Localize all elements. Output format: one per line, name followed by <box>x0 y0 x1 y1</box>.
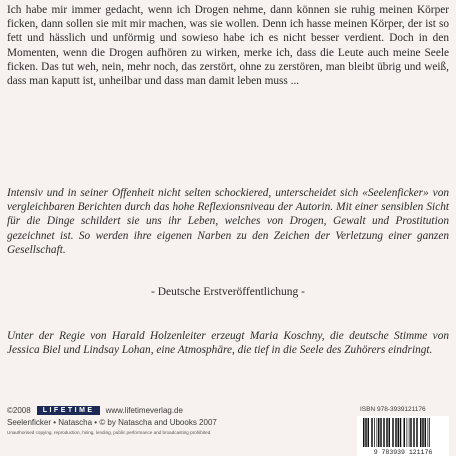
barcode-bar <box>378 418 380 447</box>
barcode-bar <box>407 418 408 447</box>
barcode-bar <box>422 418 424 447</box>
lifetime-logo: LIFETIME <box>37 406 100 415</box>
barcode-bar <box>368 418 370 447</box>
barcode-digits: 9 783939 121176 <box>373 449 433 456</box>
credits-paragraph: Unter der Regie von Harald Holzenleiter erzeugt Maria Koschny, die deutsche Stimme von Jessica Biel und Lindsay Lohan, eine Atmosphäre, die tief in die Seele des Zuhörers eindringt. <box>7 330 449 357</box>
barcode-bar <box>429 418 430 447</box>
barcode-bar <box>400 418 402 447</box>
barcode-bar <box>363 418 365 447</box>
barcode-bar <box>371 418 373 447</box>
barcode-bar <box>365 418 367 447</box>
barcode-bar <box>389 418 391 447</box>
barcode-bar <box>410 418 412 447</box>
barcode-bar <box>386 418 388 447</box>
barcode-bar <box>416 418 418 447</box>
description-paragraph: Intensiv und in seiner Offenheit nicht selten schockiered, unterscheidet sich «Seelenficker» von vergleichbaren Berichten durch das hohe Reflexionsniveau der Autorin. Mit einer sensiblen Sicht für die Dinge schildert sie uns ihr Leben, welches von Drogen, Gewalt und Prostitution gezeichnet ist. So werden ihre eigenen Narben zu den Zeichen der Verletzung einer ganzen Gesellschaft. <box>7 187 449 256</box>
barcode-bar <box>404 418 406 447</box>
footer-publisher-row <box>7 405 183 416</box>
isbn-number: ISBN 978-3939121176 <box>360 406 426 413</box>
footer-legal-notice: Unauthorised copying, reproduction, hiring, lending, public performance and broadcasting prohibited. <box>7 430 212 435</box>
barcode-bar <box>395 418 397 447</box>
barcode-bar <box>380 418 382 447</box>
subtitle-line: - Deutsche Erstveröffentlichung - <box>150 286 306 298</box>
copyright-year: ©2008 <box>7 406 31 415</box>
barcode-bar <box>425 418 427 447</box>
barcode-bar <box>420 418 422 447</box>
quote-paragraph: Ich habe mir immer gedacht, wenn ich Drogen nehme, dann können sie ruhig meinen Körper ficken, dann sollen sie mit mir machen, was sie wollen. Denn ich hasse meinen Körper, der ist so fett und hässlich und unförmig und sowieso habe ich es nicht besser verdient. Doch in den Momenten, wenn die Drogen aufhören zu wirken, merke ich, dass die Leute auch meine Seele ficken. Das tut weh, nein, mehr noch, das zerstört, ohne zu zerstören, man bleibt übrig und weiß, dass man kaputt ist, unheilbar und dass man damit leben muss ... <box>7 4 449 88</box>
barcode-bar <box>383 418 385 447</box>
barcode-bar <box>398 418 400 447</box>
barcode-bar <box>413 418 415 447</box>
footer <box>7 405 449 456</box>
barcode-bar <box>392 418 394 447</box>
barcode-bar <box>409 418 410 447</box>
publisher-website: www.lifetimeverlag.de <box>105 406 183 415</box>
barcode-bar <box>374 418 375 447</box>
barcode-bar <box>377 418 378 447</box>
barcode-bar <box>428 418 429 447</box>
footer-title-line: Seelenficker • Natascha • © by Natascha and Ubooks 2007 <box>7 418 217 427</box>
ean-barcode <box>357 416 449 456</box>
